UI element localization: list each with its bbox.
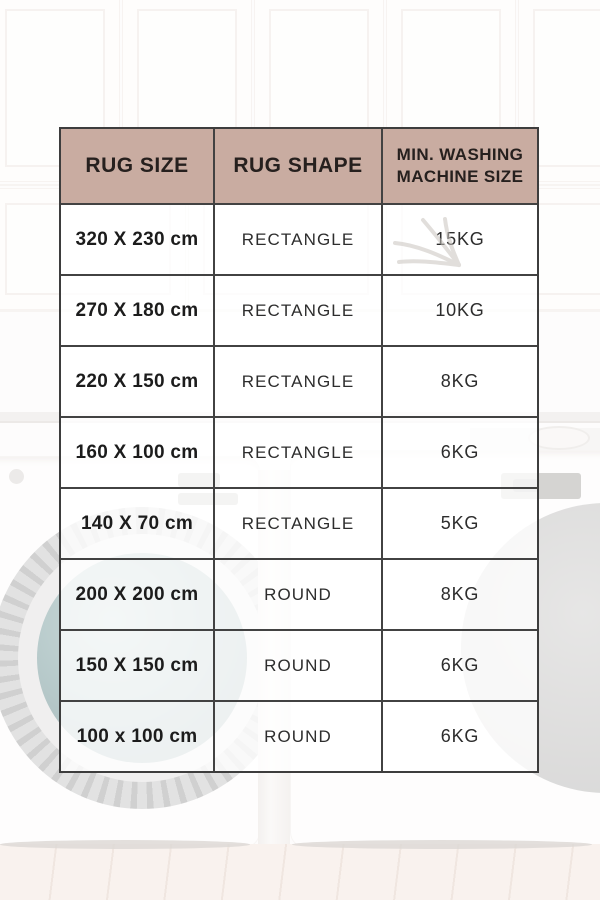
rug-shape-cell: ROUND (213, 700, 381, 771)
column-header-rug-shape: RUG SHAPE (213, 129, 381, 203)
machine-size-cell: 8KG (381, 345, 537, 416)
column-header-machine-size: MIN. WASHING MACHINE SIZE (381, 129, 537, 203)
rug-shape-cell: ROUND (213, 629, 381, 700)
leaf-shadow-icon (387, 215, 473, 271)
rug-size-guide-table (59, 127, 539, 773)
rug-size-cell: 100 x 100 cm (61, 700, 213, 771)
rug-size-cell: 270 X 180 cm (61, 274, 213, 345)
column-header-rug-size: RUG SIZE (61, 129, 213, 203)
machine-size-cell: 6KG (381, 629, 537, 700)
machine-size-value: 15KG (435, 229, 485, 249)
machine-size-cell: 10KG (381, 274, 537, 345)
rug-size-cell: 220 X 150 cm (61, 345, 213, 416)
rug-shape-cell: RECTANGLE (213, 203, 381, 274)
machine-size-cell: 5KG (381, 487, 537, 558)
rug-size-cell: 140 X 70 cm (61, 487, 213, 558)
machine-size-cell: 8KG (381, 558, 537, 629)
machine-size-cell (381, 203, 537, 274)
rug-size-cell: 160 X 100 cm (61, 416, 213, 487)
rug-shape-cell: RECTANGLE (213, 274, 381, 345)
rug-size-cell: 150 X 150 cm (61, 629, 213, 700)
rug-size-cell: 200 X 200 cm (61, 558, 213, 629)
machine-size-cell: 6KG (381, 416, 537, 487)
rug-shape-cell: RECTANGLE (213, 416, 381, 487)
rug-shape-cell: RECTANGLE (213, 487, 381, 558)
rug-shape-cell: ROUND (213, 558, 381, 629)
machine-size-cell: 6KG (381, 700, 537, 771)
rug-size-cell: 320 X 230 cm (61, 203, 213, 274)
rug-shape-cell: RECTANGLE (213, 345, 381, 416)
